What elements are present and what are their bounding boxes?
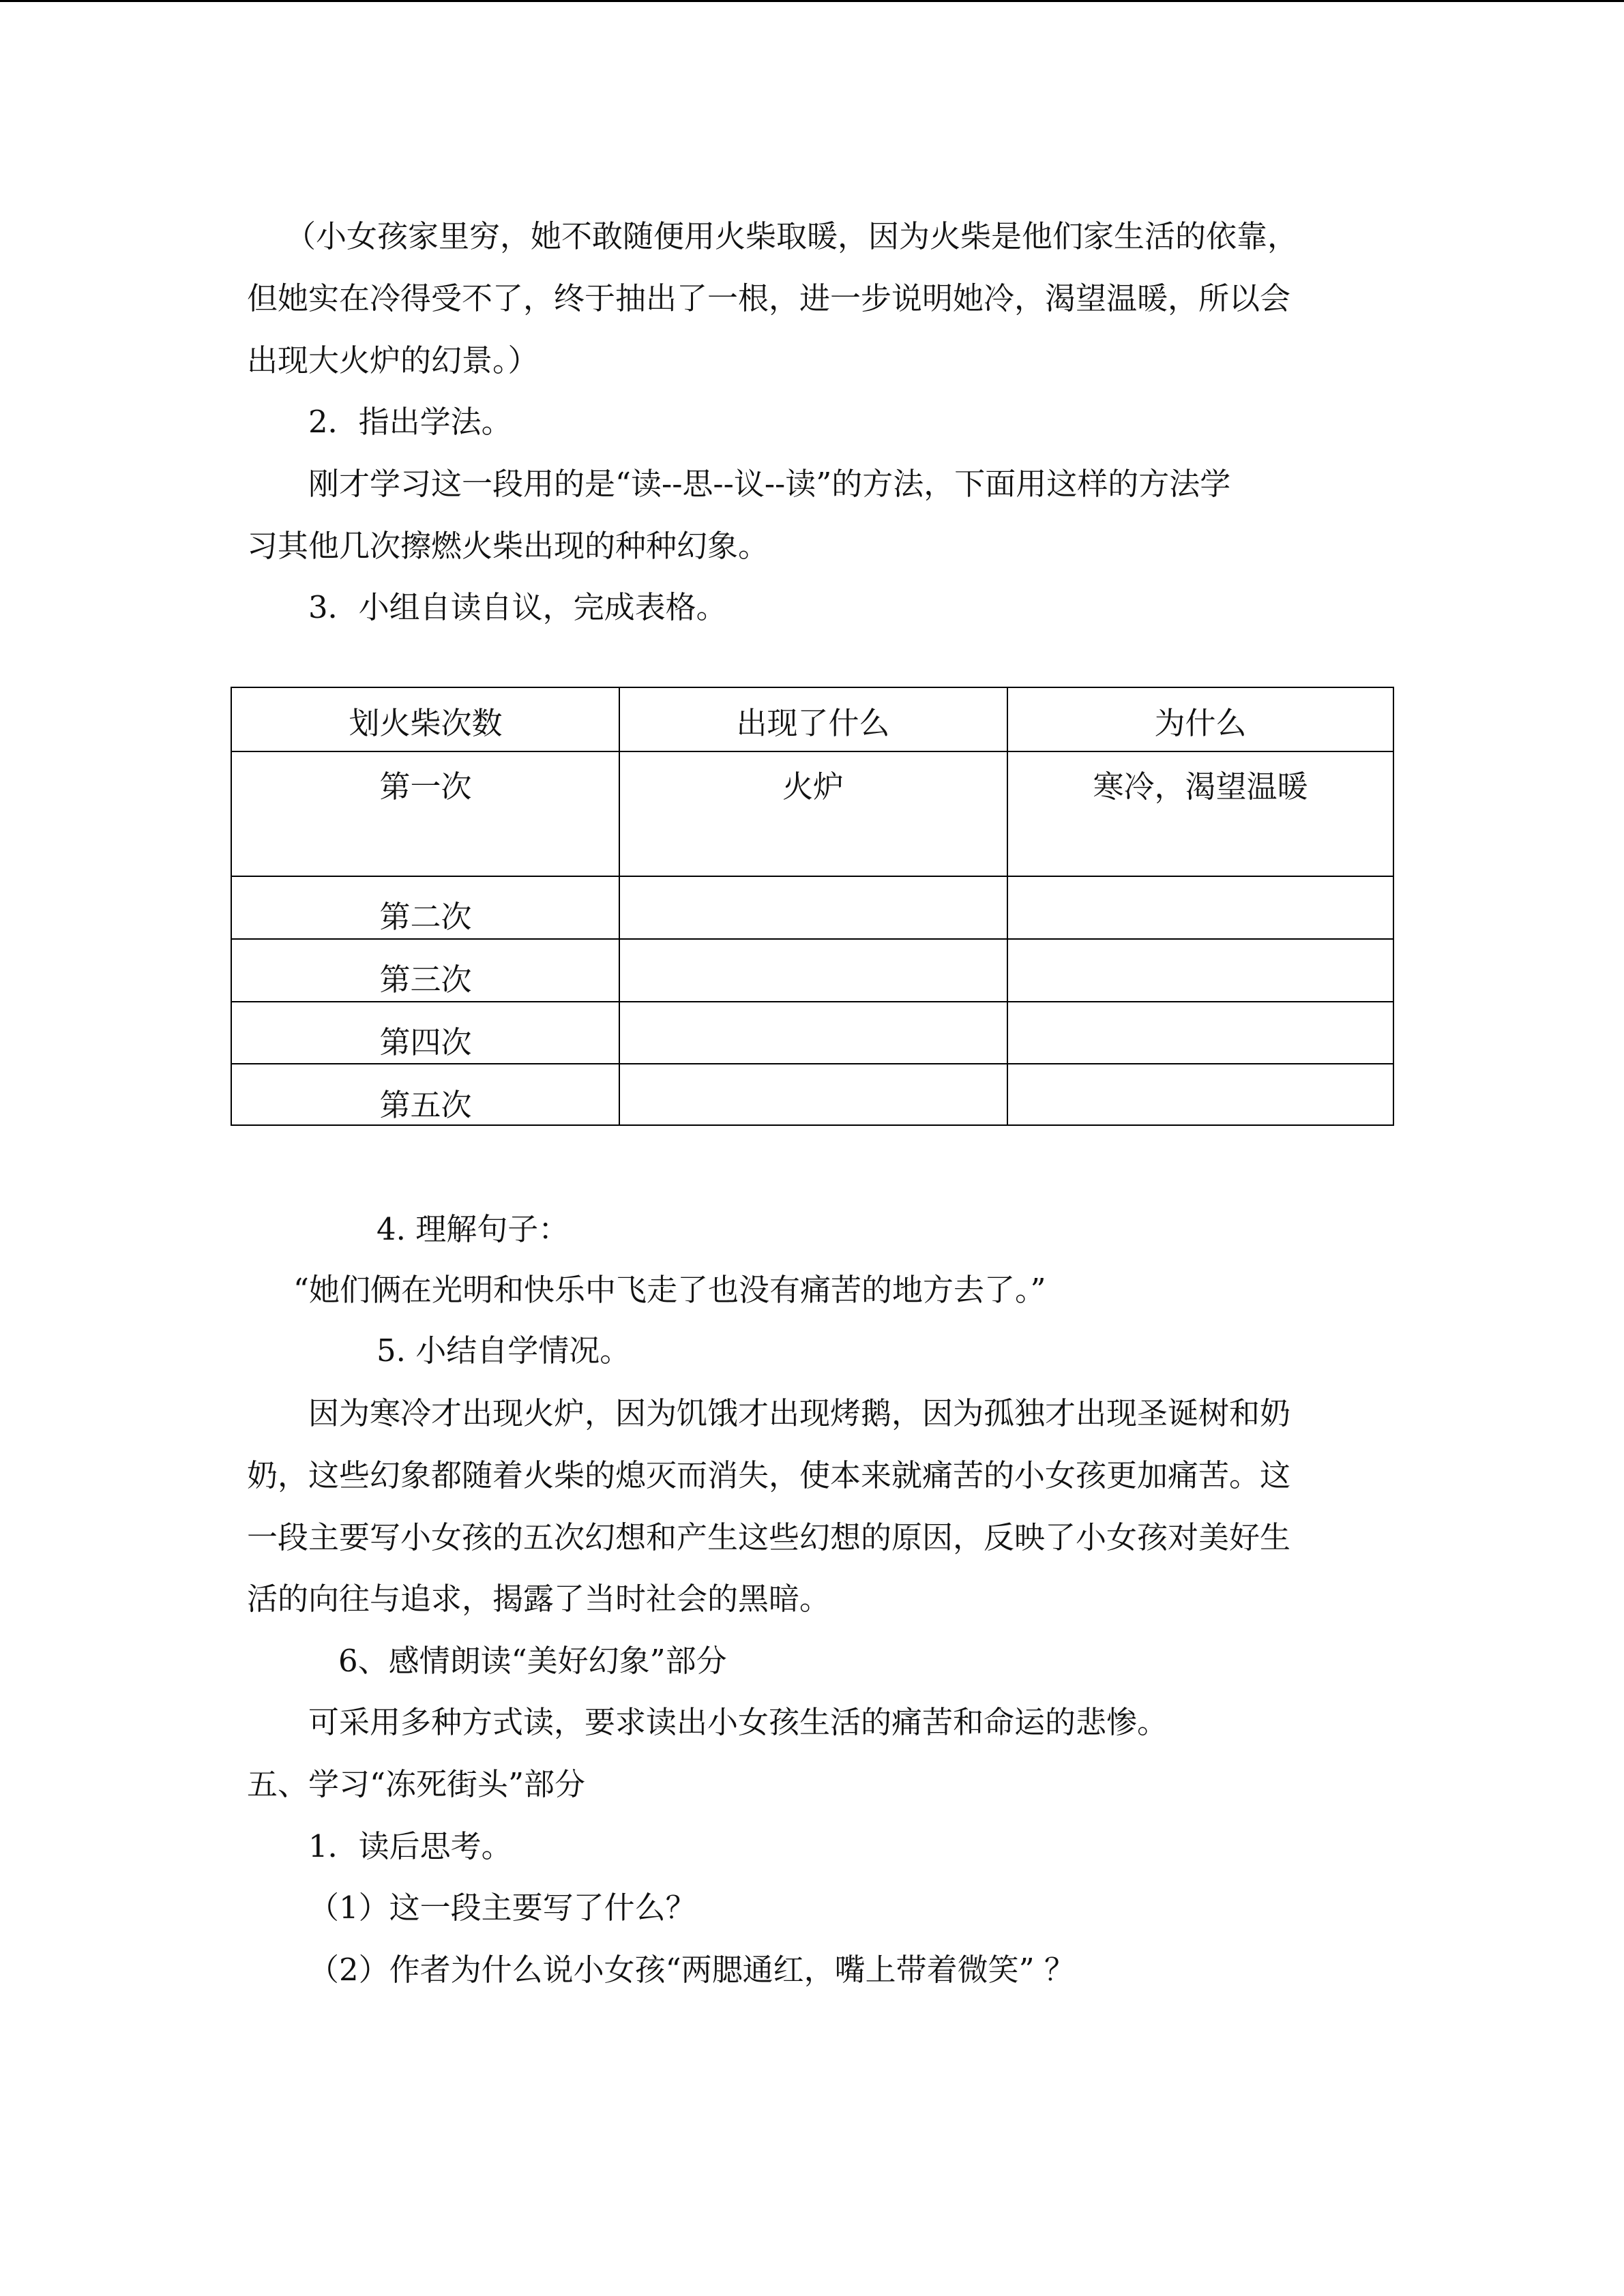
table-cell: 第二次 <box>379 899 472 935</box>
table-rule <box>232 1063 1393 1064</box>
table-rule <box>232 876 1393 877</box>
table-rule <box>232 1001 1393 1002</box>
paragraph-line-3: 出现大火炉的幻景。） <box>247 342 539 378</box>
matches-table <box>231 687 1394 1126</box>
section-5-step-1: 1．读后思考。 <box>308 1828 512 1864</box>
table-cell: 第四次 <box>379 1024 472 1060</box>
paragraph-line-2: 但她实在冷得受不了，终于抽出了一根，进一步说明她冷，渴望温暖，所以会 <box>247 280 1291 316</box>
step-4-heading: 4. 理解句子： <box>377 1211 570 1247</box>
step-6-heading: 6、感情朗读“美好幻象”部分 <box>338 1643 727 1679</box>
step-2-heading: 2．指出学法。 <box>308 404 512 440</box>
paragraph-line-6: 习其他几次擦燃火柴出现的种种幻象。 <box>247 528 769 564</box>
table-cell: 第一次 <box>379 769 472 805</box>
quoted-sentence: “她们俩在光明和快乐中飞走了也没有痛苦的地方去了。” <box>293 1272 1046 1308</box>
paragraph-line-1: （小女孩家里穷，她不敢随便用火柴取暖，因为火柴是他们家生活的依靠， <box>285 218 1299 254</box>
table-rule <box>232 751 1393 752</box>
summary-line-1: 因为寒冷才出现火炉，因为饥饿才出现烤鹅，因为孤独才出现圣诞树和奶 <box>308 1395 1291 1431</box>
step-3-heading: 3．小组自读自议，完成表格。 <box>308 589 727 625</box>
paragraph-line-5: 刚才学习这一段用的是“读--思--议--读”的方法，下面用这样的方法学 <box>308 466 1231 502</box>
table-header-why: 为什么 <box>1154 705 1247 741</box>
table-header-what: 出现了什么 <box>736 705 890 741</box>
table-cell: 第五次 <box>379 1087 472 1123</box>
reading-instruction: 可采用多种方式读，要求读出小女孩生活的痛苦和命运的悲惨。 <box>308 1704 1168 1740</box>
question-2: （2）作者为什么说小女孩“两腮通红，嘴上带着微笑” ？ <box>308 1952 1075 1988</box>
table-cell: 火炉 <box>782 769 844 805</box>
table-cell: 第三次 <box>379 961 472 998</box>
table-cell: 寒冷，渴望温暖 <box>1093 769 1308 805</box>
question-1: （1）这一段主要写了什么？ <box>308 1890 696 1926</box>
summary-line-4: 活的向往与追求，揭露了当时社会的黑暗。 <box>247 1581 831 1617</box>
table-column-rule <box>1007 688 1008 1124</box>
section-5-heading: 五、学习“冻死街头”部分 <box>247 1766 586 1802</box>
table-header-count: 划火柴次数 <box>349 705 503 741</box>
table-rule <box>232 938 1393 940</box>
summary-line-2: 奶，这些幻象都随着火柴的熄灭而消失，使本来就痛苦的小女孩更加痛苦。这 <box>247 1457 1291 1493</box>
step-5-heading: 5. 小结自学情况。 <box>377 1332 631 1369</box>
summary-line-3: 一段主要写小女孩的五次幻想和产生这些幻想的原因，反映了小女孩对美好生 <box>247 1519 1291 1555</box>
page-top-border <box>0 0 1624 2</box>
